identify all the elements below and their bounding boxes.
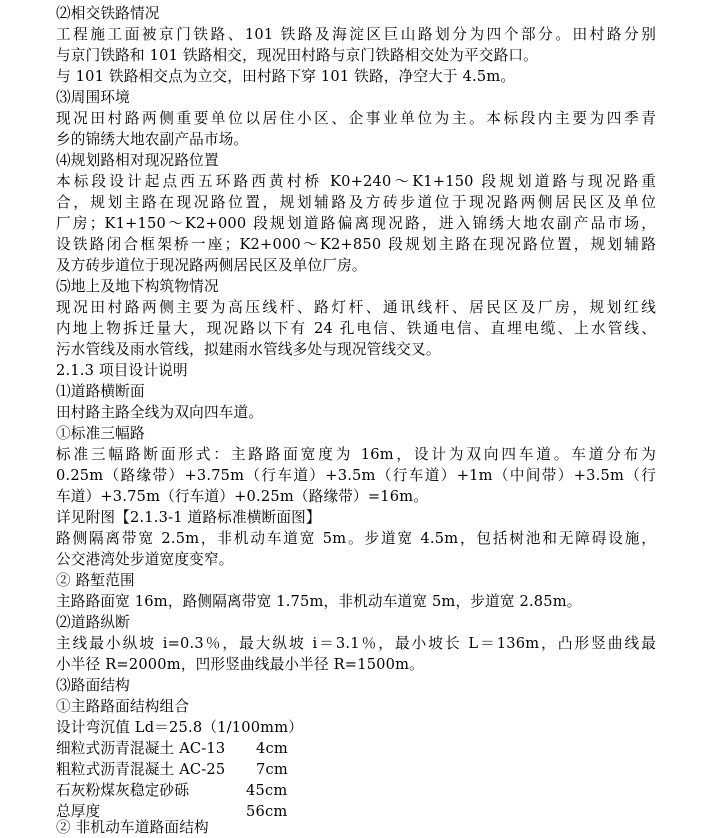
heading-crossing-railways: ⑵相交铁路情况	[56, 5, 160, 22]
section-heading-design: 2.1.3 项目设计说明	[56, 362, 188, 379]
structure-layer-name: 石灰粉煤灰稳定砂砾	[56, 782, 190, 799]
structure-layer-name: 细粒式沥青混凝土 AC-13	[56, 740, 226, 757]
structure-total-thickness: 56cm	[246, 803, 288, 820]
paragraph-line: 工程施工面被京门铁路、101 铁路及海淀区巨山路划分为四个部分。田村路分别	[56, 26, 656, 43]
structure-total-label: 总厚度	[56, 803, 101, 820]
structure-layer-thickness: 4cm	[256, 740, 288, 757]
paragraph-line: 主路路面宽 16m，路侧隔离带宽 1.75m，非机动车道宽 5m，步道宽 2.85m。	[56, 593, 582, 610]
paragraph-line: 小半径 R=2000m，凹形竖曲线最小半径 R=1500m。	[56, 656, 424, 673]
paragraph-line: 乡的锦绣大地农副产品市场。	[56, 131, 249, 148]
subheading-cutting-range: ② 路堑范围	[56, 572, 135, 589]
heading-pavement-structure: ⑶路面结构	[56, 677, 130, 694]
subheading-standard-three-lane: ①标准三幅路	[56, 425, 145, 442]
heading-structures: ⑸地上及地下构筑物情况	[56, 278, 219, 295]
paragraph-line: 内地上物拆迁量大，现况路以下有 24 孔电信、铁通电信、直埋电缆、上水管线、	[56, 320, 656, 337]
subheading-nonmotorized-pavement: ② 非机动车道路面结构	[56, 819, 209, 836]
structure-layer-thickness: 45cm	[246, 782, 288, 799]
heading-surroundings: ⑶周围环境	[56, 89, 130, 106]
paragraph-line: 现况田村路两侧主要为高压线杆、路灯杆、通讯线杆、居民区及厂房，规划红线	[56, 299, 656, 316]
paragraph-line: 车道）+3.75m（行车道）+0.25m（路缘带）=16m。	[56, 488, 429, 505]
structure-layer-name: 粗粒式沥青混凝土 AC-25	[56, 761, 226, 778]
paragraph-line: 及方砖步道位于现况路两侧居民区及单位厂房。	[56, 257, 367, 274]
figure-reference: 详见附图【2.1.3-1 道路标准横断面图】	[56, 509, 321, 526]
paragraph-line: 0.25m（路缘带）+3.75m（行车道）+3.5m（行车道）+1m（中间带）+3.5m（行	[56, 467, 656, 484]
heading-planned-road-position: ⑷规划路相对现况路位置	[56, 152, 219, 169]
paragraph-line: 合，规划主路在现况路位置，规划辅路及方砖步道位于现况路两侧居民区及单位	[56, 194, 656, 211]
paragraph-line: 主线最小纵坡 i=0.3％，最大纵坡 i＝3.1％，最小坡长 L＝136m，凸形竖曲线最	[56, 635, 656, 652]
paragraph-line: 现况田村路两侧重要单位以居住小区、企事业单位为主。本标段内主要为四季青	[56, 110, 656, 127]
subheading-main-road-pavement: ①主路路面结构组合	[56, 698, 190, 715]
paragraph-line: 本标段设计起点西五环路西黄村桥 K0+240～K1+150 段规划道路与现况路重	[56, 173, 656, 190]
structure-row	[56, 739, 656, 759]
paragraph-line: 设计弯沉值 Ld＝25.8（1/100mm）	[56, 719, 304, 736]
paragraph-line: 田村路主路全线为双向四车道。	[56, 404, 264, 421]
structure-layer-thickness: 7cm	[256, 761, 288, 778]
structure-row	[56, 760, 656, 780]
paragraph-line: 厂房；K1+150～K2+000 段规划道路偏离现况路，进入锦绣大地农副产品市场，	[56, 215, 656, 232]
heading-cross-section: ⑴道路横断面	[56, 383, 145, 400]
paragraph-line: 路侧隔离带宽 2.5m，非机动车道宽 5m。步道宽 4.5m，包括树池和无障碍设施，	[56, 530, 656, 547]
structure-row	[56, 781, 656, 801]
paragraph-line: 污水管线及雨水管线，拟建雨水管线多处与现况管线交叉。	[56, 341, 441, 358]
paragraph-line: 设铁路闭合框架桥一座；K2+000～K2+850 段规划主路在现况路位置，规划辅路	[56, 236, 656, 253]
paragraph-line: 标准三幅路断面形式：主路路面宽度为 16m，设计为双向四车道。车道分布为	[56, 446, 656, 463]
paragraph-line: 与 101 铁路相交点为立交，田村路下穿 101 铁路，净空大于 4.5m。	[56, 68, 516, 85]
heading-longitudinal: ⑵道路纵断	[56, 614, 130, 631]
paragraph-line: 公交港湾处步道宽度变窄。	[56, 551, 234, 568]
paragraph-line: 与京门铁路和 101 铁路相交，现况田村路与京门铁路相交处为平交路口。	[56, 47, 538, 64]
